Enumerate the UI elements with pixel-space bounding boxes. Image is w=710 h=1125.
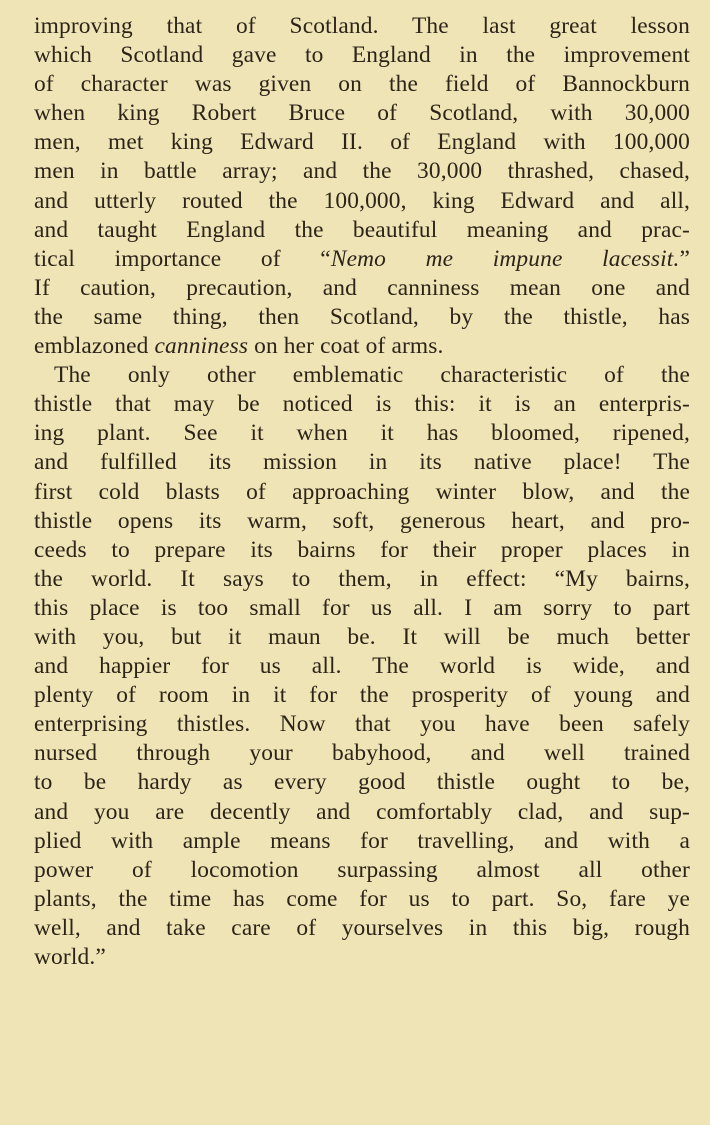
paragraph-1 [34, 12, 690, 361]
text-line: and happier for us all. The world is wide, and [34, 653, 690, 680]
text-line: to be hardy as every good thistle ought to be, [34, 769, 690, 796]
text-line-canniness: emblazoned canniness on her coat of arms. [34, 333, 444, 360]
text-line: power of locomotion surpassing almost all other [34, 856, 690, 883]
text-line: with you, but it maun be. It will be much better [34, 623, 690, 650]
text-line: when king Robert Bruce of Scotland, with 30,000 [34, 100, 690, 127]
text-line: If caution, precaution, and canniness mean one and [34, 274, 690, 301]
italic-phrase: Nemo me impune lacessit. [330, 245, 680, 272]
text-line: world.” [34, 944, 106, 970]
text-line: nursed through your babyhood, and well trained [34, 740, 690, 767]
text-line: and you are decently and comfortably clad, and sup- [34, 798, 690, 825]
text-line: The only other emblematic characteristic of the [54, 362, 690, 389]
text-line: well, and take care of yourselves in this big, rough [34, 914, 690, 941]
text-line: men in battle array; and the 30,000 thrashed, chased, [34, 158, 690, 185]
text-line-motto: tical importance of “Nemo me impune lacessit.” [34, 245, 690, 272]
text-line: thistle opens its warm, soft, generous heart, and pro- [34, 507, 690, 534]
text-line: enterprising thistles. Now that you have been safely [34, 711, 690, 738]
text-line: and fulfilled its mission in its native place! The [34, 449, 690, 476]
text-line: and taught England the beautiful meaning and prac- [34, 216, 690, 243]
text-line: improving that of Scotland. The last great lesson [34, 13, 690, 39]
text-line: plied with ample means for travelling, and with a [34, 827, 690, 854]
text-line: which Scotland gave to England in the improvement [34, 42, 690, 69]
text-line: of character was given on the field of Bannockburn [34, 71, 690, 98]
text-line: ing plant. See it when it has bloomed, ripened, [34, 420, 690, 447]
text-line: plants, the time has come for us to part. So, fare ye [34, 885, 690, 912]
text-line: plenty of room in it for the prosperity of young and [34, 682, 690, 709]
page [34, 12, 690, 972]
paragraph-2 [34, 361, 690, 972]
text-line: the world. It says to them, in effect: “My bairns, [34, 565, 690, 592]
italic-phrase: canniness [154, 333, 249, 360]
text-line: the same thing, then Scotland, by the thistle, has [34, 303, 690, 330]
text-line: first cold blasts of approaching winter blow, and the [34, 478, 690, 505]
text-line: ceeds to prepare its bairns for their proper places in [34, 536, 690, 563]
text-line: thistle that may be noticed is this: it is an enterpris- [34, 391, 690, 418]
text-line: this place is too small for us all. I am sorry to part [34, 594, 690, 621]
text-line: and utterly routed the 100,000, king Edward and all, [34, 187, 690, 214]
text-line: men, met king Edward II. of England with 100,000 [34, 129, 690, 156]
